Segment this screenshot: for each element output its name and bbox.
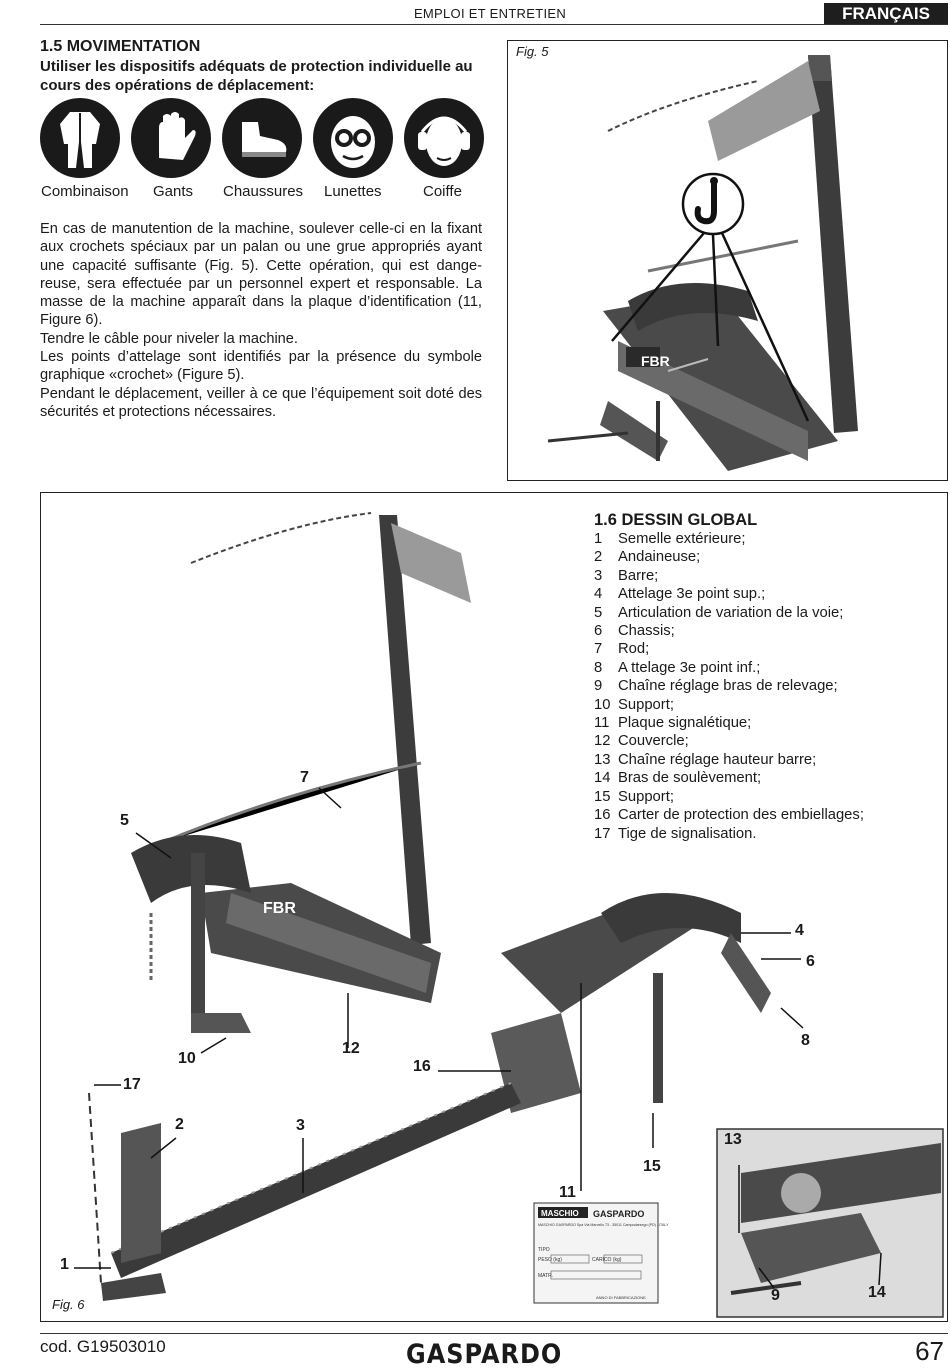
paragraph: Les points d’attelage sont identifiés par la présence du symbole graphique «crochet» (Figure 5). bbox=[40, 349, 482, 384]
figure-6-frame bbox=[40, 492, 948, 1322]
plate-field-type: TIPO bbox=[538, 1247, 550, 1253]
plate-brand-left: MASCHIO bbox=[541, 1209, 579, 1218]
figure-6-caption: Fig. 6 bbox=[52, 1297, 85, 1312]
brand-logo: GASPARDO bbox=[406, 1338, 563, 1370]
list-item: 12 Couvercle; bbox=[594, 733, 689, 750]
figure-5-drawing bbox=[508, 41, 946, 479]
callout-5: 5 bbox=[120, 812, 129, 829]
shoes-icon bbox=[222, 98, 302, 178]
paragraph: Tendre le câble pour niveler la machine. bbox=[40, 330, 298, 347]
page-number: 67 bbox=[915, 1336, 944, 1366]
coverall-icon bbox=[40, 98, 120, 178]
list-item: 16 Carter de protection des embiellages; bbox=[594, 807, 864, 824]
callout-13: 13 bbox=[724, 1131, 742, 1148]
callout-7: 7 bbox=[300, 769, 309, 786]
header-title: EMPLOI ET ENTRETIEN bbox=[413, 6, 567, 21]
ppe-label-goggles: Lunettes bbox=[324, 183, 382, 200]
header-divider bbox=[40, 24, 948, 25]
callout-11: 11 bbox=[559, 1184, 576, 1201]
gloves-icon bbox=[131, 98, 211, 178]
list-item: 6 Chassis; bbox=[594, 623, 675, 640]
ear-protection-icon bbox=[404, 98, 484, 178]
list-item: 11 Plaque signalétique; bbox=[594, 715, 752, 732]
callout-15: 15 bbox=[643, 1158, 661, 1175]
callout-16: 16 bbox=[413, 1058, 431, 1075]
list-item: 13 Chaîne réglage hauteur barre; bbox=[594, 751, 817, 768]
list-item: 5 Articulation de variation de la voie; bbox=[594, 604, 844, 621]
list-item: 10 Support; bbox=[594, 696, 674, 713]
callout-2: 2 bbox=[175, 1116, 184, 1133]
list-item: 2 Andaineuse; bbox=[594, 549, 701, 566]
callout-12: 12 bbox=[342, 1040, 360, 1057]
plate-field-year: ANNO DI FABBRICAZIONE bbox=[596, 1295, 646, 1300]
section-heading-1-5: 1.5 MOVIMENTATION bbox=[40, 38, 201, 55]
ppe-label-gloves: Gants bbox=[153, 183, 194, 200]
section-heading-1-6: 1.6 DESSIN GLOBAL bbox=[594, 511, 758, 529]
plate-field-weight: PESO (kg) bbox=[538, 1257, 562, 1263]
goggles-icon bbox=[313, 98, 393, 178]
paragraph: Pendant le déplacement, veiller à ce que l’équipement soit doté des sécurités et protections nécessaires. bbox=[40, 385, 482, 420]
list-item: 4 Attelage 3e point sup.; bbox=[594, 586, 766, 603]
plate-brand-right: GASPARDO bbox=[593, 1209, 645, 1219]
callout-10: 10 bbox=[178, 1050, 196, 1067]
list-item: 9 Chaîne réglage bras de relevage; bbox=[594, 678, 838, 695]
ppe-icon-row bbox=[40, 98, 490, 178]
callout-14: 14 bbox=[868, 1284, 886, 1301]
figure-5-frame bbox=[507, 40, 948, 481]
list-item: 17 Tige de signalisation. bbox=[594, 825, 757, 842]
ppe-label-coverall: Combinaison bbox=[41, 183, 129, 200]
parts-list bbox=[594, 530, 934, 843]
list-item: 8 A ttelage 3e point inf.; bbox=[594, 659, 761, 676]
section-body-1-5 bbox=[40, 220, 482, 421]
footer-divider bbox=[40, 1333, 948, 1334]
language-badge: FRANÇAIS bbox=[824, 3, 948, 25]
figure-5-machine-label: FBR bbox=[641, 353, 670, 369]
paragraph: En cas de manutention de la machine, soulever celle-ci en la fixant aux crochets spéciaux par un palan ou une grue appropriés ayant une capacité suffisante (Fig. 5). Cette opération, qui est dange-reuse, sera effectuée par un personnel expert et responsable. La masse de la machine apparaît dans la plaque d’identification (11, Figure 6). bbox=[40, 221, 482, 329]
callout-1: 1 bbox=[60, 1256, 69, 1273]
list-item: 3 Barre; bbox=[594, 567, 659, 584]
plate-field-serial: MATR. bbox=[538, 1273, 554, 1279]
list-item: 14 Bras de soulèvement; bbox=[594, 770, 762, 787]
figure-5-caption: Fig. 5 bbox=[516, 44, 549, 59]
document-code: cod. G19503010 bbox=[40, 1337, 166, 1356]
ppe-label-ear-protection: Coiffe bbox=[423, 183, 462, 200]
callout-6: 6 bbox=[806, 953, 815, 970]
plate-field-load: CARICO (kg) bbox=[592, 1257, 622, 1263]
list-item: 1 Semelle extérieure; bbox=[594, 531, 746, 547]
list-item: 7 Rod; bbox=[594, 641, 650, 658]
list-item: 15 Support; bbox=[594, 788, 674, 805]
callout-3: 3 bbox=[296, 1117, 305, 1134]
ppe-label-shoes: Chaussures bbox=[223, 183, 304, 200]
figure-6-machine-label: FBR bbox=[263, 900, 296, 917]
callout-17: 17 bbox=[123, 1076, 141, 1093]
section-subheading-1-5: Utiliser les dispositifs adéquats de protection individuelle au cours des opérations de déplacement: bbox=[40, 58, 473, 94]
callout-8: 8 bbox=[801, 1032, 810, 1049]
callout-4: 4 bbox=[795, 922, 804, 939]
callout-9: 9 bbox=[771, 1287, 780, 1304]
plate-address: MASCHIO GASPARDO Spa Via Marcello 73 - 35011 Campodarsego (PD) - ITALY bbox=[538, 1223, 669, 1227]
